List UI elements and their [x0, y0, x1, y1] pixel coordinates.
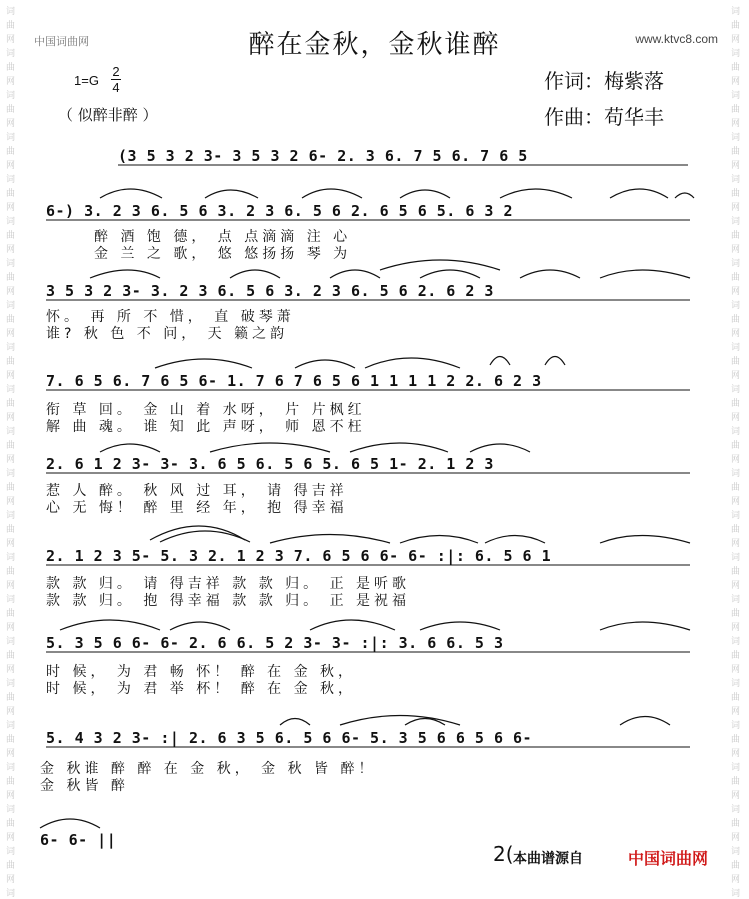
watermark-char: 词: [6, 217, 16, 227]
slur-arc: [500, 189, 572, 198]
watermark-char: 网: [731, 581, 741, 591]
watermark-char: 网: [6, 791, 16, 801]
slur-arc: [400, 536, 478, 544]
watermark-char: 曲: [731, 63, 741, 73]
slur-arc: [60, 620, 160, 630]
site-name-small: 中国词曲网: [34, 35, 89, 48]
watermark-char: 网: [6, 119, 16, 129]
watermark-char: 词: [731, 301, 741, 311]
watermark-char: 词: [6, 7, 16, 17]
watermark-char: 词: [731, 595, 741, 605]
watermark-char: 网: [6, 245, 16, 255]
site-url[interactable]: www.ktvc8.com: [635, 32, 718, 46]
watermark-char: 曲: [6, 273, 16, 283]
notation-line-7: 5. 3 5 6 6- 6- 2. 6 6. 5 2 3- 3- :|: 3. 6 6. 5 3: [46, 634, 504, 652]
slur-arc: [400, 190, 450, 198]
slur-arc: [330, 270, 380, 278]
watermark-char: 词: [6, 133, 16, 143]
watermark-char: 曲: [731, 273, 741, 283]
watermark-char: 词: [731, 679, 741, 689]
watermark-char: 词: [6, 763, 16, 773]
watermark-char: 网: [6, 287, 16, 297]
page-number: 2(: [493, 842, 514, 866]
slur-arc: [270, 535, 390, 544]
watermark-char: 网: [731, 245, 741, 255]
watermark-char: 网: [731, 203, 741, 213]
watermark-char: 词: [6, 637, 16, 647]
watermark-char: 网: [6, 875, 16, 885]
watermark-char: 网: [6, 707, 16, 717]
meter-top: 2: [112, 64, 120, 79]
slur-arc: [675, 193, 694, 198]
watermark-char: 网: [6, 35, 16, 45]
watermark-char: 网: [731, 665, 741, 675]
watermark-char: 词: [6, 889, 16, 899]
slur-arc: [350, 443, 448, 452]
watermark-char: 网: [6, 203, 16, 213]
watermark-char: 网: [731, 329, 741, 339]
watermark-char: 曲: [6, 609, 16, 619]
lyric-line-3a: 怀。 再 所 不 惜， 直 破琴萧: [46, 309, 295, 325]
watermark-char: 词: [731, 7, 741, 17]
watermark-char: 词: [731, 469, 741, 479]
watermark-char: 曲: [731, 651, 741, 661]
watermark-char: 网: [731, 119, 741, 129]
watermark-char: 网: [731, 497, 741, 507]
watermark-char: 网: [731, 413, 741, 423]
watermark-char: 网: [6, 413, 16, 423]
slur-arc: [160, 531, 250, 542]
watermark-char: 词: [731, 763, 741, 773]
lyric-line-2b: 金 兰 之 歌， 悠 悠扬扬 琴 为: [94, 246, 352, 262]
watermark-char: 曲: [731, 231, 741, 241]
slur-arc: [545, 357, 565, 366]
watermark-char: 词: [731, 847, 741, 857]
watermark-char: 网: [6, 581, 16, 591]
notation-line-4: 7. 6 5 6. 7 6 5 6- 1. 7 6 7 6 5 6 1 1 1 1 2 2. 6 2 3: [46, 372, 542, 390]
slur-arc: [295, 360, 355, 368]
lyric-line-6a: 款 款 归。 请 得吉祥 款 款 归。 正 是听歌: [46, 576, 411, 592]
source-note: 本曲谱源自: [513, 851, 583, 867]
watermark-char: 网: [731, 539, 741, 549]
watermark-char: 词: [6, 301, 16, 311]
watermark-char: 曲: [6, 399, 16, 409]
watermark-char: 曲: [6, 147, 16, 157]
watermark-char: 网: [731, 707, 741, 717]
watermark-char: 网: [6, 539, 16, 549]
watermark-char: 词: [731, 259, 741, 269]
watermark-char: 曲: [6, 693, 16, 703]
watermark-char: 曲: [731, 105, 741, 115]
watermark-char: 词: [731, 175, 741, 185]
watermark-char: 词: [731, 889, 741, 899]
watermark-char: 网: [6, 371, 16, 381]
watermark-char: 曲: [6, 525, 16, 535]
watermark-char: 词: [6, 595, 16, 605]
watermark-char: 词: [6, 469, 16, 479]
watermark-char: 词: [6, 343, 16, 353]
watermark-char: 曲: [731, 399, 741, 409]
composer-credit: 作曲：苟华丰: [544, 105, 664, 129]
slur-arc: [170, 622, 230, 630]
notation-line-9: 6- 6- ||: [40, 831, 117, 849]
lyric-line-8b: 金 秋皆 醉: [40, 778, 129, 794]
watermark-char: 词: [731, 49, 741, 59]
watermark-char: 网: [731, 371, 741, 381]
watermark-char: 曲: [731, 147, 741, 157]
slur-arc: [490, 357, 510, 366]
watermark-char: 曲: [6, 651, 16, 661]
watermark-char: 网: [6, 455, 16, 465]
watermark-char: 词: [6, 721, 16, 731]
watermark-char: 网: [731, 833, 741, 843]
slur-arc: [150, 526, 245, 540]
watermark-char: 词: [731, 511, 741, 521]
watermark-char: 曲: [731, 21, 741, 31]
lyric-line-2a: 醉 酒 饱 德， 点 点滴滴 注 心: [94, 229, 352, 245]
watermark-char: 网: [6, 623, 16, 633]
lyric-line-5b: 心 无 悔！ 醉 里 经 年， 抱 得幸福: [46, 500, 348, 516]
slur-arc: [302, 189, 362, 198]
watermark-char: 曲: [6, 735, 16, 745]
watermark-char: 曲: [731, 777, 741, 787]
watermark-char: 网: [731, 287, 741, 297]
lyric-line-7b: 时 候， 为 君 举 杯！ 醉 在 金 秋，: [46, 681, 357, 697]
watermark-char: 网: [731, 623, 741, 633]
lyric-line-3b: 谁? 秋 色 不 问， 天 籁之韵: [46, 326, 289, 342]
slur-arc: [210, 443, 330, 452]
watermark-char: 曲: [6, 777, 16, 787]
watermark-char: 曲: [731, 315, 741, 325]
watermark-char: 词: [731, 637, 741, 647]
watermark-char: 词: [6, 805, 16, 815]
slur-arc: [100, 189, 162, 198]
watermark-char: 网: [6, 497, 16, 507]
watermark-char: 网: [731, 35, 741, 45]
brand-link[interactable]: 中国词曲网: [628, 849, 709, 868]
watermark-char: 词: [731, 133, 741, 143]
mood-marking: （ 似醉非醉 ）: [58, 106, 158, 124]
lyric-line-4b: 解 曲 魂。 谁 知 此 声呀， 师 恩不枉: [46, 419, 366, 435]
watermark-char: 网: [6, 665, 16, 675]
slur-arc: [230, 270, 280, 278]
watermark-char: 词: [731, 427, 741, 437]
watermark-char: 曲: [6, 105, 16, 115]
lyric-line-6b: 款 款 归。 抱 得幸福 款 款 归。 正 是祝福: [46, 593, 411, 609]
watermark-char: 曲: [6, 21, 16, 31]
watermark-char: 曲: [6, 483, 16, 493]
lyric-line-4a: 衔 草 回。 金 山 着 水呀， 片 片枫红: [46, 402, 366, 418]
slur-arc: [470, 444, 530, 452]
watermark-char: 词: [6, 427, 16, 437]
watermark-char: 词: [731, 343, 741, 353]
watermark-char: 词: [731, 217, 741, 227]
watermark-char: 网: [731, 791, 741, 801]
watermark-char: 词: [6, 259, 16, 269]
slur-arc: [600, 270, 690, 278]
slur-arc: [280, 719, 310, 726]
notation-line-3: 3 5 3 2 3- 3. 2 3 6. 5 6 3. 2 3 6. 5 6 2. 6 2 3: [46, 282, 494, 300]
slur-arc: [205, 190, 258, 198]
notation-line-2: 6-) 3. 2 3 6. 5 6 3. 2 3 6. 5 6 2. 6 5 6 5. 6 3 2: [46, 202, 514, 220]
watermark-char: 曲: [6, 231, 16, 241]
slur-arc: [600, 536, 690, 544]
notation-line-8: 5. 4 3 2 3- :| 2. 6 3 5 6. 5 6 6- 5. 3 5 6 6 5 6 6-: [46, 729, 533, 747]
slur-arc: [620, 717, 670, 726]
watermark-char: 曲: [731, 567, 741, 577]
slur-arc: [485, 536, 545, 544]
watermark-char: 曲: [731, 735, 741, 745]
watermark-char: 词: [6, 847, 16, 857]
watermark-char: 网: [6, 833, 16, 843]
watermark-char: 曲: [6, 63, 16, 73]
watermark-char: 词: [6, 91, 16, 101]
slur-arc: [380, 260, 500, 270]
watermark-char: 曲: [6, 357, 16, 367]
watermark-char: 词: [731, 385, 741, 395]
watermark-char: 曲: [6, 861, 16, 871]
watermark-char: 网: [6, 749, 16, 759]
watermark-char: 网: [731, 77, 741, 87]
meter-bottom: 4: [112, 80, 120, 95]
watermark-char: 词: [6, 553, 16, 563]
watermark-char: 曲: [731, 609, 741, 619]
lyric-line-7a: 时 候， 为 君 畅 怀！ 醉 在 金 秋，: [46, 664, 357, 680]
slur-arc: [420, 270, 480, 278]
watermark-char: 网: [731, 749, 741, 759]
watermark-char: 词: [6, 511, 16, 521]
watermark-char: 曲: [6, 441, 16, 451]
song-title: 醉在金秋，金秋谁醉: [248, 30, 501, 60]
watermark-char: 词: [6, 49, 16, 59]
watermark-char: 词: [6, 679, 16, 689]
watermark-char: 曲: [731, 525, 741, 535]
watermark-char: 曲: [731, 357, 741, 367]
notation-line-1: (3 5 3 2 3- 3 5 3 2 6- 2. 3 6. 7 5 6. 7 6 5: [118, 147, 528, 165]
watermark-char: 网: [6, 161, 16, 171]
watermark-char: 曲: [731, 861, 741, 871]
slur-arc: [600, 622, 690, 630]
watermark-char: 曲: [6, 567, 16, 577]
watermark-char: 曲: [6, 819, 16, 829]
slur-arc: [365, 358, 460, 368]
lyric-line-8a: 金 秋谁 醉 醉 在 金 秋， 金 秋 皆 醉！: [40, 761, 377, 777]
slur-arc: [520, 270, 580, 278]
watermark-char: 曲: [6, 315, 16, 325]
watermark-char: 曲: [731, 819, 741, 829]
lyric-line-5a: 惹 人 醉。 秋 风 过 耳， 请 得吉祥: [46, 483, 348, 499]
watermark-char: 曲: [731, 441, 741, 451]
watermark-char: 曲: [731, 693, 741, 703]
watermark-char: 曲: [731, 189, 741, 199]
slur-arc: [40, 819, 100, 828]
watermark-char: 网: [6, 77, 16, 87]
watermark-char: 曲: [6, 189, 16, 199]
slur-arc: [310, 620, 395, 630]
watermark-char: 网: [731, 161, 741, 171]
watermark-char: 词: [731, 805, 741, 815]
watermark-char: 词: [6, 175, 16, 185]
notation-line-5: 2. 6 1 2 3- 3- 3. 6 5 6. 5 6 5. 6 5 1- 2. 1 2 3: [46, 455, 494, 473]
slur-arc: [100, 444, 160, 452]
watermark-char: 网: [731, 455, 741, 465]
watermark-char: 网: [6, 329, 16, 339]
slur-arc: [90, 270, 160, 278]
watermark-char: 词: [6, 385, 16, 395]
lyricist-credit: 作词：梅紫落: [544, 69, 664, 93]
watermark-char: 网: [731, 875, 741, 885]
watermark-char: 词: [731, 721, 741, 731]
slur-arc: [610, 189, 668, 198]
slur-arc: [155, 359, 252, 368]
watermark-char: 词: [731, 91, 741, 101]
notation-line-6: 2. 1 2 3 5- 5. 3 2. 1 2 3 7. 6 5 6 6- 6- :|: 6. 5 6 1: [46, 547, 552, 565]
watermark-char: 词: [731, 553, 741, 563]
key-signature: 1=G: [74, 73, 99, 88]
watermark-char: 曲: [731, 483, 741, 493]
slur-arc: [420, 622, 500, 630]
